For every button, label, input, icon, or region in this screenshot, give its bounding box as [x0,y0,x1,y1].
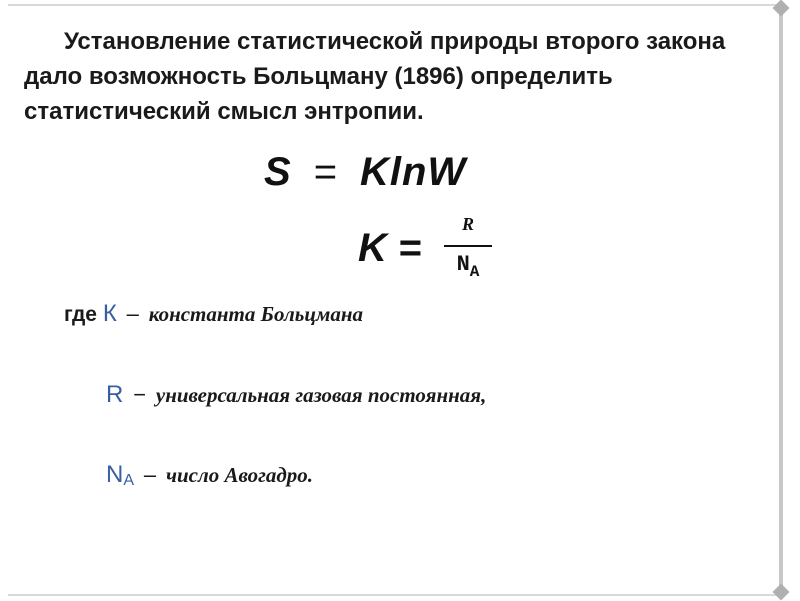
frame-bottom-line [8,594,783,596]
intro-paragraph: Установление статистической природы второго закона дало возможность Больцману (1896) определить статистический смысл энтропии. [24,28,726,125]
definition-prefix: где [64,303,97,326]
entropy-formula [264,150,466,195]
entropy-formula-equals: = [313,150,339,194]
constant-formula-lhs: K = [358,226,422,270]
denominator-sub: A [469,263,480,281]
definition-symbol [106,461,134,488]
frame-right-line [779,4,783,596]
frame-top-line [8,4,783,6]
symbol-sub: A [123,472,135,489]
definition-text: число Авогадро. [165,463,314,487]
entropy-formula-rhs: KlnW [360,150,467,194]
diamond-icon [773,0,790,16]
definition-text: константа Больцмана [148,302,364,326]
definition-gas-constant [106,381,486,409]
denominator-main: N [456,252,470,277]
entropy-formula-lhs: S [264,150,292,194]
definition-avogadro [106,461,313,490]
definition-dash: – [143,462,157,487]
definition-symbol: К [102,300,117,327]
boltzmann-constant-formula [358,212,508,292]
fraction-numerator: R [461,214,474,234]
definition-text: универсальная газовая постоянная, [155,383,487,407]
definition-dash: − [133,382,147,407]
definition-dash: – [126,301,139,326]
definition-boltzmann [64,300,363,328]
fraction-denominator [442,252,494,281]
fraction-bar [444,245,492,247]
fraction [442,212,494,292]
symbol-main: N [106,461,124,488]
diamond-icon [773,584,790,601]
definition-symbol: R [106,381,124,408]
